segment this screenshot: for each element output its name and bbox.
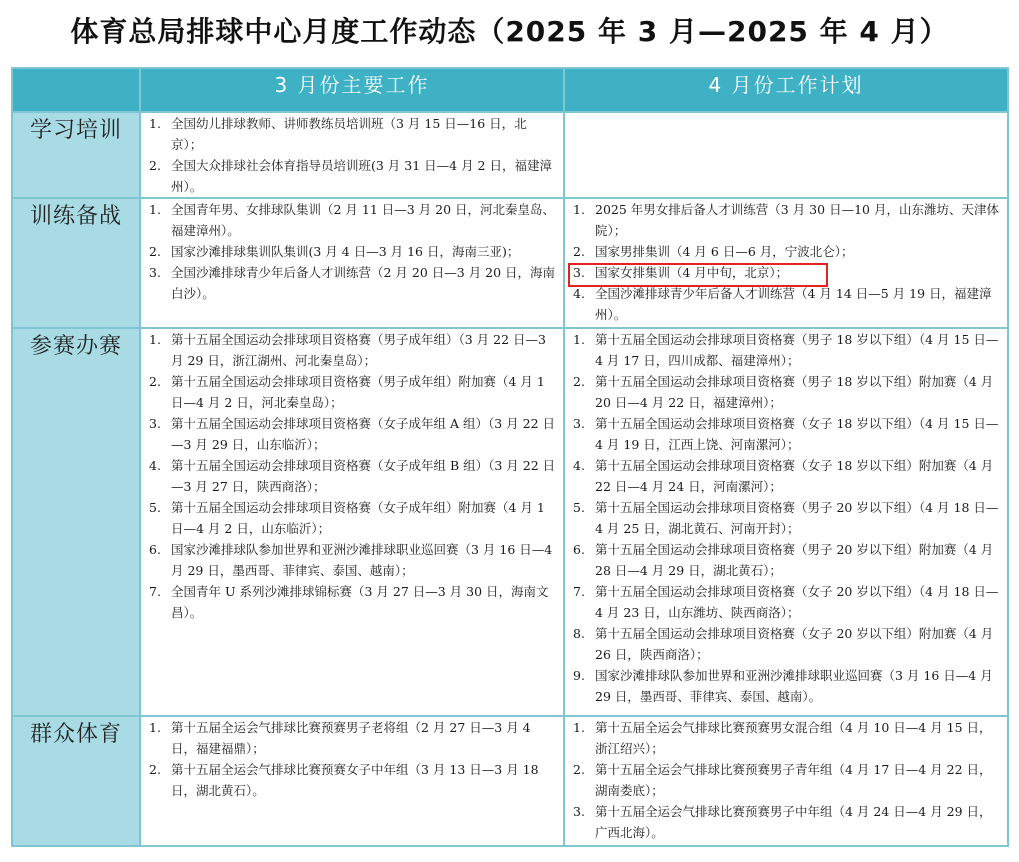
item-number: 2. (149, 244, 161, 259)
item-text: 全国青年男、女排球队集训（2 月 11 日—3 月 20 日，河北秦皇岛、福建漳州）。 (171, 202, 556, 238)
item-text: 第十五届全国运动会排球项目资格赛（男子成年组）附加赛（4 月 1 日—4 月 2 日，河北秦皇岛）； (171, 374, 545, 410)
item-number: 4. (573, 286, 585, 301)
item-text: 第十五届全运会气排球比赛预赛男子中年组（4 月 24 日—4 月 29 日，广西北海）。 (595, 804, 992, 840)
list-item (565, 717, 1007, 759)
item-text: 全国沙滩排球青少年后备人才训练营（4 月 14 日—5 月 19 日，福建漳州）。 (595, 286, 992, 322)
item-text: 第十五届全运会气排球比赛预赛男女混合组（4 月 10 日—4 月 15 日，浙江绍兴）； (595, 720, 992, 756)
item-text: 第十五届全运会气排球比赛预赛男子青年组（4 月 17 日—4 月 22 日，湖南娄底）； (595, 762, 992, 798)
list-item (141, 113, 563, 155)
item-number: 3. (573, 804, 585, 819)
item-text: 第十五届全国运动会排球项目资格赛（女子成年组 B 组）（3 月 22 日—3 月 27 日，陕西商洛）； (171, 458, 556, 494)
item-number: 3. (573, 416, 585, 431)
category-cell: 学习培训 (12, 112, 140, 198)
item-text: 第十五届全国运动会排球项目资格赛（女子成年组 A 组）（3 月 22 日—3 月 29 日，山东临沂）； (171, 416, 556, 452)
category-cell: 参赛办赛 (12, 328, 140, 716)
item-number: 3. (149, 416, 161, 431)
item-number: 5. (573, 500, 585, 515)
list-item (565, 455, 1007, 497)
item-text: 第十五届全国运动会排球项目资格赛（男子 20 岁以下组）（4 月 18 日—4 月 25 日，湖北黄石、河南开封）； (595, 500, 999, 536)
item-number: 1. (149, 116, 161, 131)
list-item (141, 155, 563, 197)
april-plan-cell (564, 328, 1008, 716)
list-item (565, 539, 1007, 581)
list-item (565, 283, 1007, 325)
item-number: 2. (573, 374, 585, 389)
item-number: 1. (149, 720, 161, 735)
item-text: 第十五届全国运动会排球项目资格赛（女子 18 岁以下组）附加赛（4 月 22 日—4 月 24 日，河南漯河）； (595, 458, 994, 494)
march-work-cell (140, 112, 564, 198)
list-item (141, 581, 563, 623)
list-item (141, 539, 563, 581)
item-text: 第十五届全国运动会排球项目资格赛（女子成年组）附加赛（4 月 1 日—4 月 2 日，山东临沂）； (171, 500, 545, 536)
list-item (565, 371, 1007, 413)
category-cell: 训练备战 (12, 198, 140, 328)
list-item (565, 199, 1007, 241)
category-cell: 群众体育 (12, 716, 140, 846)
list-item (565, 759, 1007, 801)
item-text: 第十五届全国运动会排球项目资格赛（女子 18 岁以下组）（4 月 15 日—4 月 19 日，江西上饶、河南漯河）； (595, 416, 999, 452)
list-item (141, 497, 563, 539)
list-item (141, 455, 563, 497)
item-text: 第十五届全国运动会排球项目资格赛（男子 18 岁以下组）附加赛（4 月 20 日—4 月 22 日，福建漳州）； (595, 374, 994, 410)
item-number: 2. (573, 244, 585, 259)
item-text: 全国青年 U 系列沙滩排球锦标赛（3 月 27 日—3 月 30 日，海南文昌）。 (171, 584, 549, 620)
item-number: 6. (149, 542, 161, 557)
list-item (565, 665, 1007, 707)
item-number: 1. (573, 202, 585, 217)
list-item (141, 329, 563, 371)
item-text: 第十五届全国运动会排球项目资格赛（男子成年组）（3 月 22 日—3 月 29 日，浙江湖州、河北秦皇岛）； (171, 332, 546, 368)
item-text: 全国沙滩排球青少年后备人才训练营（2 月 20 日—3 月 20 日，海南白沙）。 (171, 265, 556, 301)
item-number: 3. (573, 265, 585, 280)
item-number: 1. (573, 332, 585, 347)
item-number: 1. (149, 202, 161, 217)
march-work-cell (140, 716, 564, 846)
item-number: 4. (573, 458, 585, 473)
list-item (565, 262, 1007, 283)
list-item (565, 497, 1007, 539)
item-number: 5. (149, 500, 161, 515)
march-work-cell (140, 328, 564, 716)
item-text: 2025 年男女排后备人才训练营（3 月 30 日—10 月，山东潍坊、天津体院）； (595, 202, 999, 238)
item-number: 3. (149, 265, 161, 280)
list-item (141, 262, 563, 304)
item-text: 全国幼儿排球教师、讲师教练员培训班（3 月 15 日—16 日，北京）； (171, 116, 527, 152)
item-text: 第十五届全国运动会排球项目资格赛（女子 20 岁以下组）附加赛（4 月 26 日，陕西商洛）； (595, 626, 994, 662)
item-text: 第十五届全国运动会排球项目资格赛（男子 18 岁以下组）（4 月 15 日—4 月 17 日，四川成都、福建漳州）； (595, 332, 999, 368)
list-item (141, 759, 563, 801)
list-item (565, 329, 1007, 371)
item-text: 国家沙滩排球队参加世界和亚洲沙滩排球职业巡回赛（3 月 16 日—4 月 29 日，墨西哥、菲律宾、泰国、越南）； (171, 542, 553, 578)
item-number: 8. (573, 626, 585, 641)
list-item (141, 371, 563, 413)
item-text: 国家女排集训（4 月中旬，北京）； (595, 265, 789, 280)
list-item (565, 413, 1007, 455)
list-item (565, 241, 1007, 262)
page-title: 体育总局排球中心月度工作动态（2025 年 3 月—2025 年 4 月） (70, 15, 949, 48)
item-number: 2. (149, 374, 161, 389)
list-item (141, 717, 563, 759)
april-plan-cell (564, 112, 1008, 198)
item-text: 全国大众排球社会体育指导员培训班(3 月 31 日—4 月 2 日，福建漳州）。 (171, 158, 552, 194)
list-item (565, 581, 1007, 623)
item-text: 第十五届全运会气排球比赛预赛男子老将组（2 月 27 日—3 月 4 日，福建福鼎）； (171, 720, 531, 756)
list-item (565, 623, 1007, 665)
item-number: 2. (573, 762, 585, 777)
item-number: 4. (149, 458, 161, 473)
work-schedule-table (11, 67, 1009, 847)
item-number: 1. (149, 332, 161, 347)
march-work-cell (140, 198, 564, 328)
list-item (141, 241, 563, 262)
list-item (141, 413, 563, 455)
item-text: 国家沙滩排球队参加世界和亚洲沙滩排球职业巡回赛（3 月 16 日—4 月 29 日，墨西哥、菲律宾、泰国、越南）。 (595, 668, 993, 704)
april-plan-cell (564, 198, 1008, 328)
item-text: 第十五届全国运动会排球项目资格赛（男子 20 岁以下组）附加赛（4 月 28 日—4 月 29 日，湖北黄石）； (595, 542, 994, 578)
item-number: 6. (573, 542, 585, 557)
item-number: 9. (573, 668, 585, 683)
item-text: 第十五届全运会气排球比赛预赛女子中年组（3 月 13 日—3 月 18 日，湖北黄石）。 (171, 762, 539, 798)
column-header-april: 4 月份工作计划 (564, 68, 1008, 112)
header-corner (12, 68, 140, 112)
item-text: 国家男排集训（4 月 6 日—6 月，宁波北仑）； (595, 244, 854, 259)
item-number: 7. (573, 584, 585, 599)
item-number: 2. (149, 762, 161, 777)
column-header-march: 3 月份主要工作 (140, 68, 564, 112)
item-number: 7. (149, 584, 161, 599)
item-number: 1. (573, 720, 585, 735)
item-text: 第十五届全国运动会排球项目资格赛（女子 20 岁以下组）（4 月 18 日—4 月 23 日，山东潍坊、陕西商洛）； (595, 584, 999, 620)
list-item (565, 801, 1007, 843)
april-plan-cell (564, 716, 1008, 846)
list-item (141, 199, 563, 241)
item-text: 国家沙滩排球集训队集训(3 月 4 日—3 月 16 日，海南三亚)； (171, 244, 520, 259)
item-number: 2. (149, 158, 161, 173)
